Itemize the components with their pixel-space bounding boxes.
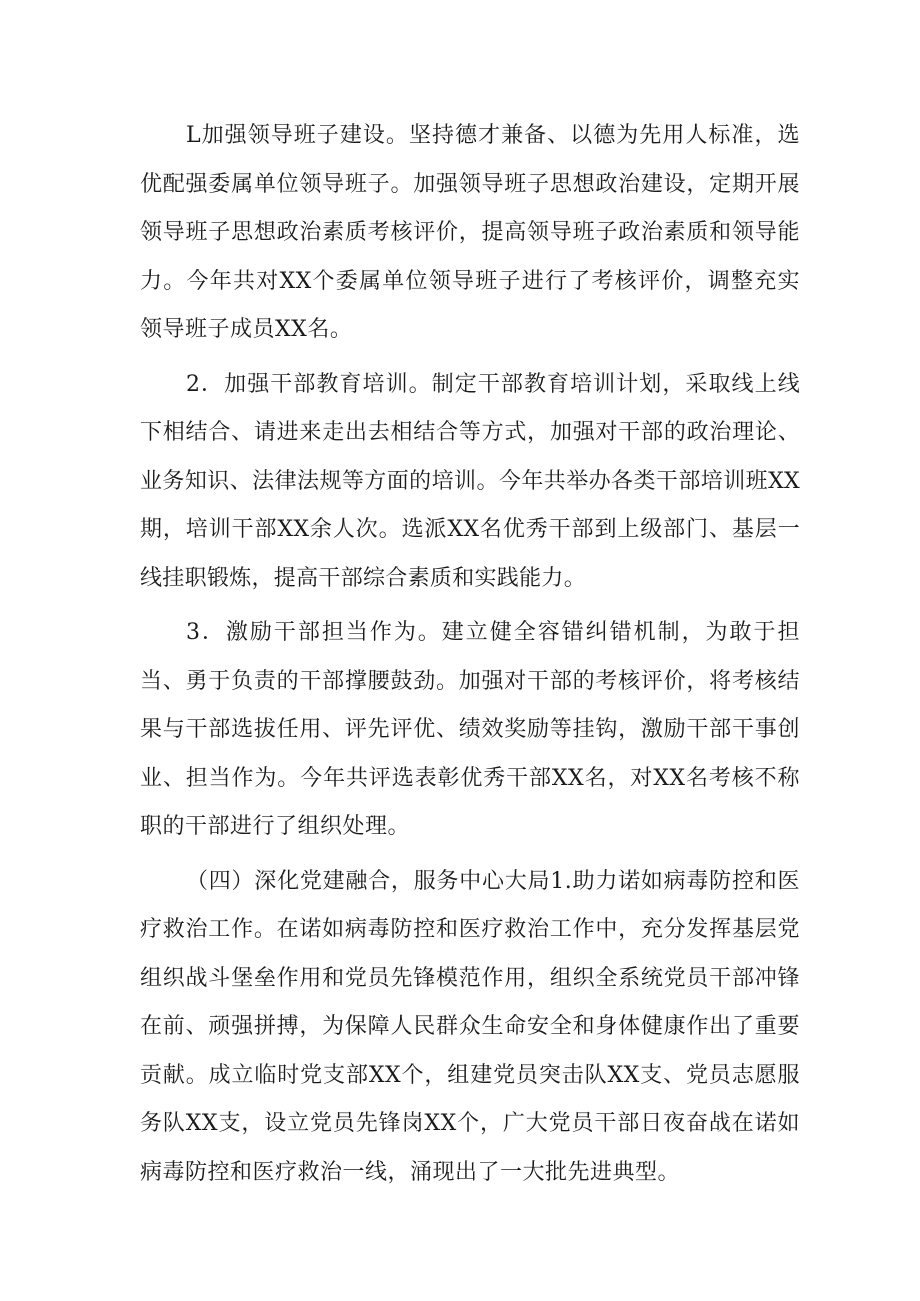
paragraph-cadre-training: 2．加强干部教育培训。制定干部教育培训计划，采取线上线下相结合、请进来走出去相结合等方式，加强对干部的政治理论、业务知识、法律法规等方面的培训。今年共举办各类干部培训班XX期，培训干部XX余人次。选派XX名优秀干部到上级部门、基层一线挂职锻炼，提高干部综合素质和实践能力。 [140, 371, 800, 591]
paragraph-party-integration: （四）深化党建融合，服务中心大局1.助力诺如病毒防控和医疗救治工作。在诺如病毒防控和医疗救治工作中，充分发挥基层党组织战斗堡垒作用和党员先锋模范作用，组织全系统党员干部冲锋在前、顽强拼搏，为保障人民群众生命安全和身体健康作出了重要贡献。成立临时党支部XX个，组建党员突击队XX支、党员志愿服务队XX支，设立党员先锋岗XX个，广大党员干部日夜奋战在诺如病毒防控和医疗救治一线，涌现出了一大批先进典型。 [140, 868, 800, 1185]
document-body [140, 112, 800, 1203]
paragraph-cadre-incentive: 3．激励干部担当作为。建立健全容错纠错机制，为敢于担当、勇于负责的干部撑腰鼓劲。加强对干部的考核评价，将考核结果与干部选拔任用、评先评优、绩效奖励等挂钩，激励干部干事创业、担当作为。今年共评选表彰优秀干部XX名，对XX名考核不称职的干部进行了组织处理。 [140, 620, 800, 839]
paragraph-leadership-team: L加强领导班子建设。坚持德才兼备、以德为先用人标准，选优配强委属单位领导班子。加强领导班子思想政治建设，定期开展领导班子思想政治素质考核评价，提高领导班子政治素质和领导能力。今年共对XX个委属单位领导班子进行了考核评价，调整充实领导班子成员XX名。 [140, 123, 800, 342]
